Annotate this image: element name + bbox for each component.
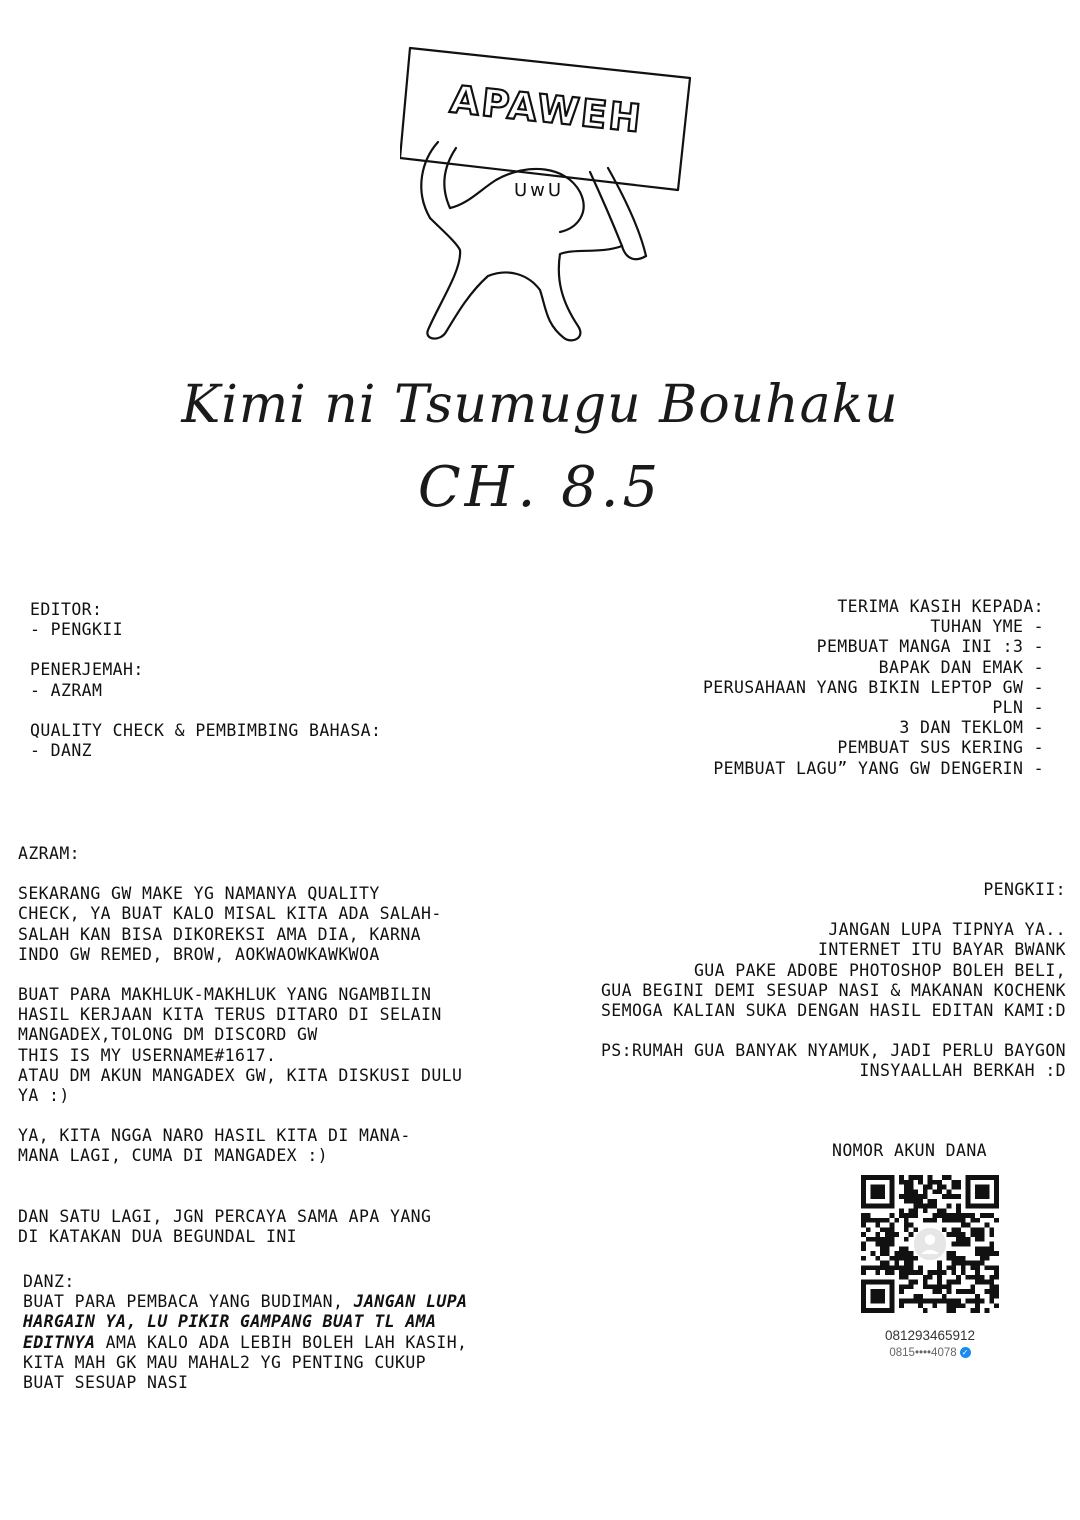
note-line: SEKARANG GW MAKE YG NAMANYA QUALITY [18,884,380,904]
note-line: BUAT PARA MAKHLUK-MAKHLUK YANG NGAMBILIN [18,985,432,1005]
note-line [23,1312,467,1332]
note-emphasis: JANGAN LUPA [353,1292,468,1312]
dana-account-number: 081293465912 [884,1328,976,1343]
mascot-illustration [400,40,700,360]
note-line: THIS IS MY USERNAME#1617. [18,1045,277,1065]
thanks-item: PLN - [992,698,1044,718]
note-line: ATAU DM AKUN MANGADEX GW, KITA DISKUSI DULU [18,1065,463,1085]
note-emphasis: HARGAIN YA, LU PIKIR GAMPANG BUAT TL AMA [23,1312,437,1332]
thanks-item: PERUSAHAAN YANG BIKIN LEPTOP GW - [702,677,1044,697]
note-line: HASIL KERJAAN KITA TERUS DITARO DI SELAIN [18,1005,442,1025]
note-line: GUA BEGINI DEMI SESUAP NASI & MAKANAN KOCHENK [600,980,1066,1000]
note-emphasis: EDITNYA [23,1332,96,1352]
thanks-item: TUHAN YME - [930,617,1044,637]
thanks-heading: TERIMA KASIH KEPADA: [837,597,1044,616]
thanks-item: PEMBUAT SUS KERING - [837,738,1044,758]
credits-block [30,600,381,761]
azram-label: AZRAM: [18,844,81,863]
mascot-face: UwU [514,180,565,201]
thanks-item: 3 DAN TEKLOM - [899,718,1044,738]
note-line: SALAH KAN BISA DIKOREKSI AMA DIA, KARNA [18,924,422,944]
note-line: MANA LAGI, CUMA DI MANGADEX :) [18,1146,329,1166]
pengkii-label: PENGKII: [983,880,1066,899]
note-text: AMA KALO ADA LEBIH BOLEH LAH KASIH, [95,1332,468,1352]
thanks-item: PEMBUAT LAGU” YANG GW DENGERIN - [713,758,1044,778]
danz-label: DANZ: [23,1272,75,1291]
qc-label: QUALITY CHECK & PEMBIMBING BAHASA: [30,720,382,740]
note-line: INDO GW REMED, BROW, AOKWAOWKAWKWOA [18,944,380,964]
note-line: BUAT SESUAP NASI [23,1373,189,1393]
danz-note [23,1272,467,1393]
thanks-block [703,597,1044,779]
note-line: PS:RUMAH GUA BANYAK NYAMUK, JADI PERLU BAYGON [600,1041,1066,1061]
note-text: BUAT PARA PEMBACA YANG BUDIMAN, [23,1292,354,1312]
note-line [23,1333,467,1353]
qc-name: - DANZ [30,741,93,761]
translator-name: - AZRAM [30,680,103,700]
note-line: JANGAN LUPA TIPNYA YA.. [828,920,1066,940]
note-line: GUA PAKE ADOBE PHOTOSHOP BOLEH BELI, [693,960,1066,980]
dana-badge-icon: ✓ [960,1347,971,1358]
dana-label: NOMOR AKUN DANA [832,1141,988,1160]
chapter-number: CH. 8.5 [417,455,663,520]
thanks-item: PEMBUAT MANGA INI :3 - [816,637,1044,657]
sign-text: APAWEH [448,77,645,142]
dana-masked-number [830,1347,1030,1359]
note-line: MANGADEX,TOLONG DM DISCORD GW [18,1025,318,1045]
editor-name: - PENGKII [30,620,124,640]
note-line: INTERNET ITU BAYAR BWANK [817,940,1066,960]
note-line: CHECK, YA BUAT KALO MISAL KITA ADA SALAH- [18,904,442,924]
note-line: YA, KITA NGGA NARO HASIL KITA DI MANA- [18,1126,411,1146]
manga-title: Kimi ni Tsumugu Bouhaku [181,375,899,435]
note-line: DAN SATU LAGI, JGN PERCAYA SAMA APA YANG [18,1206,432,1226]
pengkii-note [601,880,1066,1082]
masked-number-text: 0815••••4078 [889,1347,957,1359]
dana-qr-code [861,1175,999,1313]
note-line: YA :) [18,1086,70,1106]
note-line: INSYAALLAH BERKAH :D [859,1061,1066,1081]
editor-label: EDITOR: [30,600,103,619]
note-line: SEMOGA KALIAN SUKA DENGAN HASIL EDITAN KAMI:D [600,1001,1066,1021]
note-line: KITA MAH GK MAU MAHAL2 YG PENTING CUKUP [23,1352,427,1372]
thanks-item: BAPAK DAN EMAK - [878,657,1044,677]
azram-note [18,844,462,1247]
note-line: DI KATAKAN DUA BEGUNDAL INI [18,1226,298,1246]
note-line [23,1292,467,1312]
translator-label: PENERJEMAH: [30,660,144,680]
